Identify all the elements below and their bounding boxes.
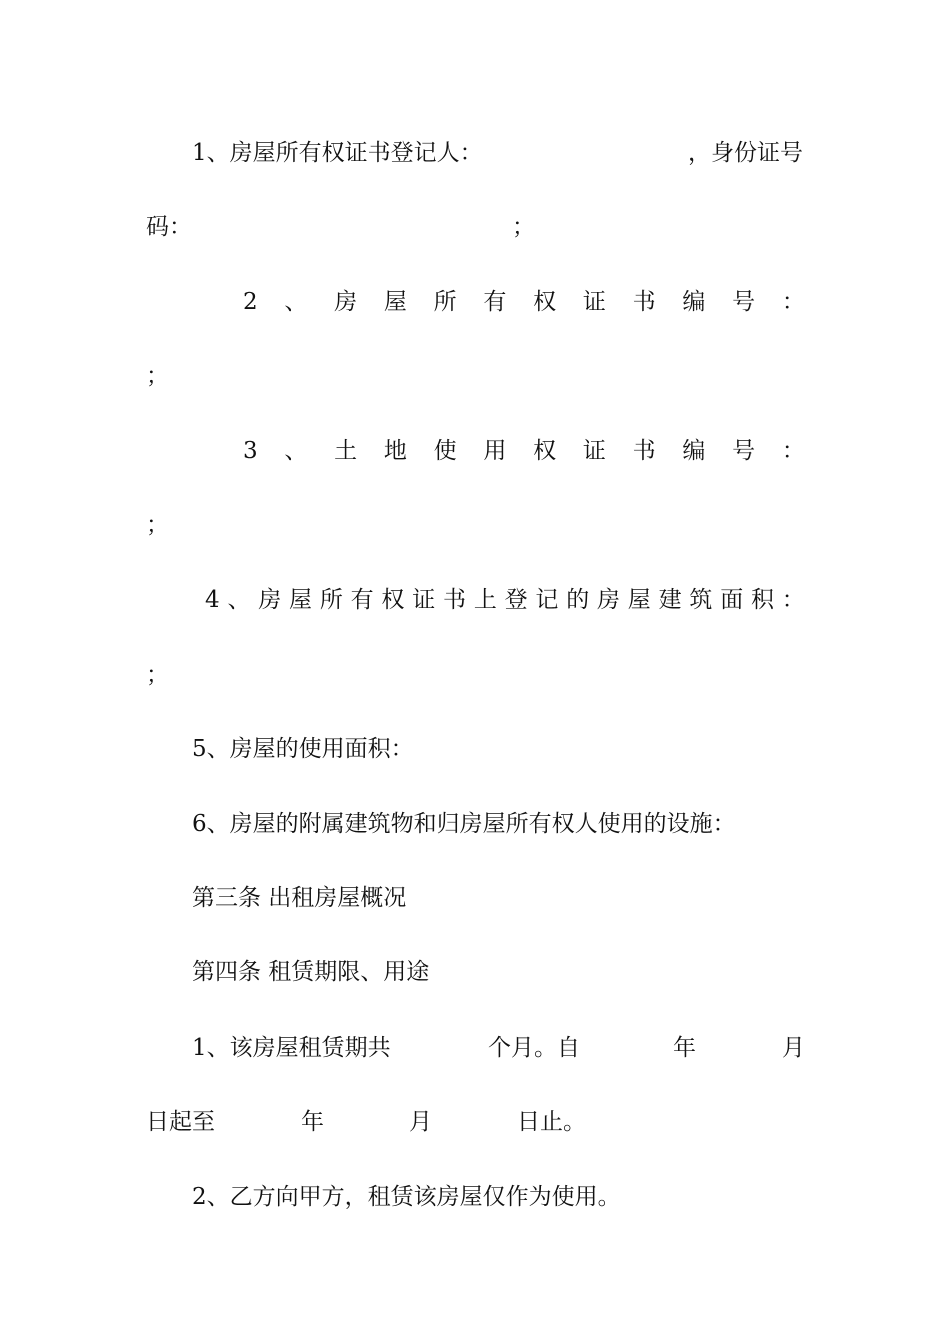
spaced-line-item-2 [243,288,805,316]
text-char: 建 [658,587,682,613]
text-line: 2、乙方向甲方，租赁该房屋仅作为使用。 [192,1184,621,1210]
text-line: 日起至 [146,1109,215,1135]
text-char: 、 [284,289,308,315]
text-char: 屋 [627,587,651,613]
text-char: 权 [533,289,557,315]
text-line: 个月。自 [488,1035,580,1061]
text-char: 、 [227,587,251,613]
text-char: 房 [334,289,358,315]
text-line: 月 [409,1109,432,1135]
text-line: 1、房屋所有权证书登记人： [192,140,483,166]
text-line: 6、房屋的附属建筑物和归房屋所有权人使用的设施： [192,811,736,837]
text-char: 3 [243,438,258,464]
text-char: 屋 [383,289,407,315]
text-line: ； [146,662,169,688]
text-char: 有 [350,587,374,613]
text-char: ： [781,289,805,315]
text-char: 编 [682,289,706,315]
spaced-line-item-3 [243,437,805,465]
text-char: 积 [750,587,774,613]
text-line: 年 [301,1109,324,1135]
text-line: 月 [782,1035,805,1061]
text-char: 2 [243,289,258,315]
text-char: 房 [597,587,620,613]
text-char: 记 [535,587,559,613]
section-heading: 第三条 出租房屋概况 [192,885,407,911]
text-char: 、 [284,438,308,464]
text-char: 土 [334,438,358,464]
text-char: 证 [412,587,436,613]
text-char: 书 [443,587,467,613]
text-line: ； [146,512,169,538]
text-line: 日止。 [517,1109,586,1135]
text-char: 4 [205,587,220,613]
text-char: 所 [319,587,343,613]
text-char: 编 [682,438,706,464]
text-char: 的 [566,587,590,613]
text-char: 权 [381,587,405,613]
text-char: 证 [582,438,606,464]
section-heading: 第四条 租赁期限、用途 [192,959,430,985]
text-char: 面 [720,587,744,613]
text-char: 用 [483,438,507,464]
text-line: ； [512,214,535,240]
text-char: 权 [533,438,557,464]
text-char: 号 [732,289,756,315]
text-char: ： [781,438,805,464]
text-line: 年 [673,1035,696,1061]
text-line: 码： [146,214,192,240]
text-char: 筑 [689,587,713,613]
text-char: 证 [582,289,606,315]
text-char: 使 [433,438,457,464]
text-char: 登 [504,587,528,613]
text-char: 号 [732,438,756,464]
text-char: 上 [473,587,497,613]
text-line: 1、该房屋租赁期共 [192,1035,391,1061]
text-char: 屋 [289,587,313,613]
text-line: ； [146,363,169,389]
text-line: 5、房屋的使用面积： [192,736,414,762]
text-char: ： [781,587,805,613]
text-char: 所 [433,289,457,315]
text-char: 地 [383,438,407,464]
text-char: 书 [632,438,656,464]
spaced-line-item-4 [205,586,805,614]
text-line: ，身份证号 [688,140,803,166]
text-char: 有 [483,289,507,315]
text-char: 书 [632,289,656,315]
text-char: 房 [258,587,282,613]
